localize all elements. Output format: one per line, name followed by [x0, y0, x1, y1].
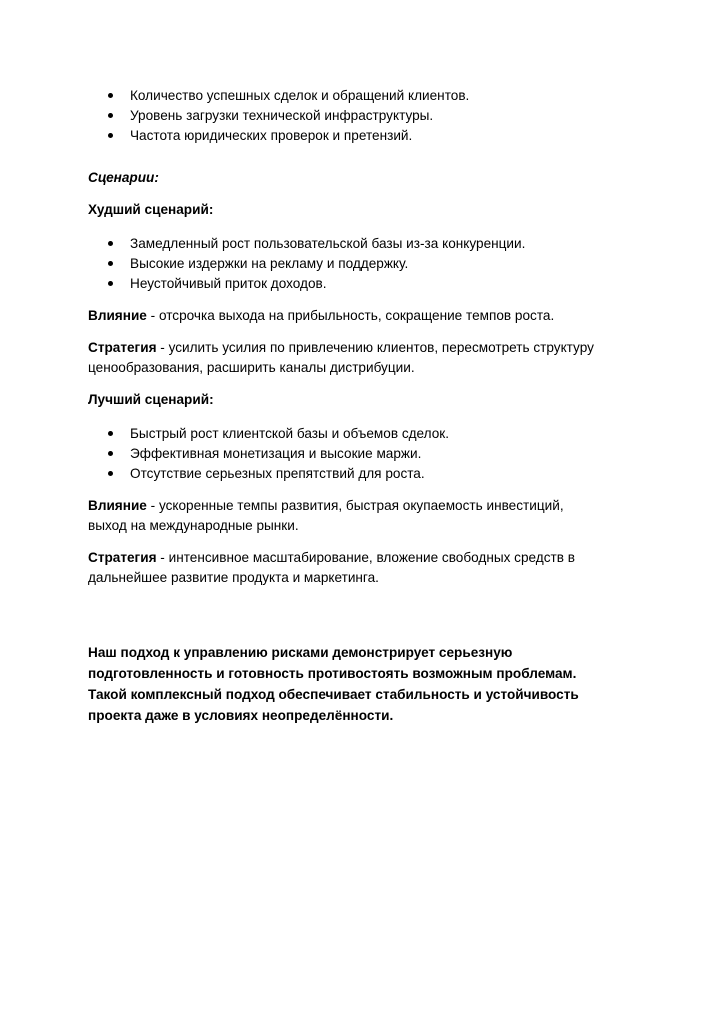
strategy-text: - интенсивное масштабирование, вложение свободных средств в [156, 550, 575, 565]
impact-label: Влияние [88, 498, 147, 513]
list-item: Замедленный рост пользовательской базы из-за конкуренции. [88, 234, 648, 254]
list-item: Частота юридических проверок и претензий. [88, 126, 648, 146]
conclusion-line: подготовленность и готовность противостоять возможным проблемам. [88, 666, 577, 681]
best-strategy-paragraph [88, 548, 648, 588]
strategy-label: Стратегия [88, 340, 157, 355]
worst-scenario-heading: Худший сценарий: [88, 202, 214, 217]
metrics-list [88, 86, 648, 146]
best-impact-paragraph [88, 496, 648, 536]
document-content [88, 86, 648, 726]
list-item: Высокие издержки на рекламу и поддержку. [88, 254, 648, 274]
impact-text-line2: выход на международные рынки. [88, 518, 299, 533]
worst-scenario-list [88, 234, 648, 294]
strategy-text-line2: ценообразования, расширить каналы дистрибуции. [88, 360, 415, 375]
list-item: Отсутствие серьезных препятствий для роста. [88, 464, 648, 484]
impact-label: Влияние [88, 308, 147, 323]
impact-text: - ускоренные темпы развития, быстрая окупаемость инвестиций, [146, 498, 564, 513]
strategy-text-line2: дальнейшее развитие продукта и маркетинга. [88, 570, 379, 585]
conclusion-paragraph [88, 642, 648, 726]
conclusion-line: проекта даже в условиях неопределённости. [88, 708, 394, 723]
conclusion-line: Такой комплексный подход обеспечивает стабильность и устойчивость [88, 687, 579, 702]
worst-impact-paragraph [88, 306, 648, 326]
list-item: Неустойчивый приток доходов. [88, 274, 648, 294]
strategy-text: - усилить усилия по привлечению клиентов, пересмотреть структуру [156, 340, 594, 355]
best-scenario-list [88, 424, 648, 484]
list-item: Уровень загрузки технической инфраструктуры. [88, 106, 648, 126]
conclusion-line: Наш подход к управлению рисками демонстрирует серьезную [88, 645, 513, 660]
worst-strategy-paragraph [88, 338, 648, 378]
best-scenario-heading: Лучший сценарий: [88, 392, 214, 407]
list-item: Быстрый рост клиентской базы и объемов сделок. [88, 424, 648, 444]
strategy-label: Стратегия [88, 550, 157, 565]
list-item: Количество успешных сделок и обращений клиентов. [88, 86, 648, 106]
list-item: Эффективная монетизация и высокие маржи. [88, 444, 648, 464]
impact-text: - отсрочка выхода на прибыльность, сокращение темпов роста. [146, 308, 555, 323]
scenarios-heading: Сценарии: [88, 170, 159, 185]
